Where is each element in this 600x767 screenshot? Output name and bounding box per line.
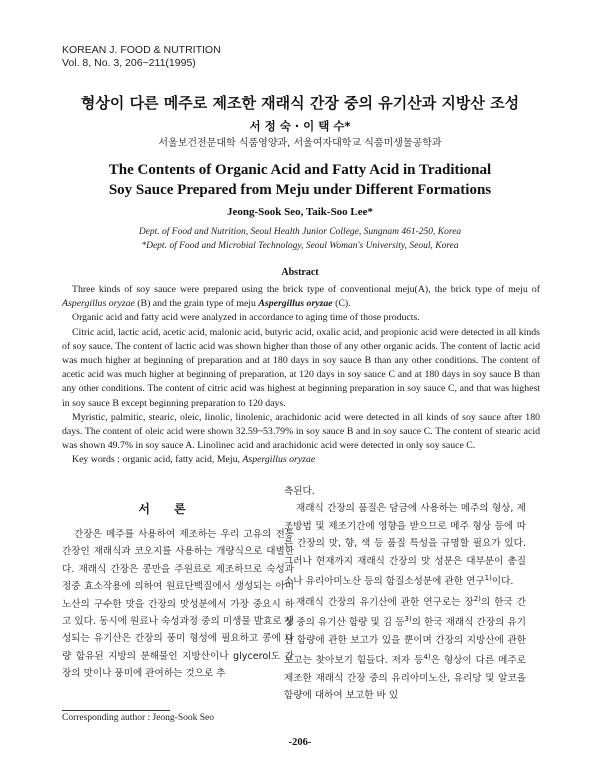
journal-header xyxy=(62,44,221,70)
korean-authors: 서 정 숙 · 이 택 수* xyxy=(249,119,351,133)
abstract-body xyxy=(62,283,540,468)
intro-paragraph-2 xyxy=(284,500,526,590)
keywords xyxy=(62,453,540,467)
paragraph-text: 이다. xyxy=(491,576,514,588)
abstract-paragraph-3: Citric acid, lactic acid, acetic acid, malonic acid, butyric acid, oxalic acid, and propionic acid were detected in all kinds of soy sauce. The content of lactic acid was shown higher than those of any other organic acids. The content of lactic acid was much higher at beginning of preparation and at 180 days in soy sauce B than any other conditions. The content of acetic acid was much higher at beginning of preparation, at 120 days in soy sauce C and at 180 days in soy sauce B than any other conditions. The content of citric acid was highest at beginning preparation in soy sauce C, and that was highest in soy sauce B except beginning preparation to 120 days. xyxy=(62,326,540,409)
paragraph-text: 재래식 간장의 유기산에 관한 연구로는 장 xyxy=(296,596,474,608)
english-title-line2: Soy Sauce Prepared from Meju under Different Formations xyxy=(108,182,492,198)
species-name: Aspergillus oryzae xyxy=(258,298,333,310)
footnote-divider xyxy=(62,710,170,711)
species-name: Aspergillus oryzae xyxy=(62,298,135,310)
paragraph-text: 재래식 간장의 품질은 담금에 사용하는 메주의 형상, 제조방법 및 제조기간에 영향을 받으므로 메주 형상 등에 따른 간장의 맛, 향, 색 등 품질 특성을 규명할 필요가 있다. 그러나 현재까지 재래식 간장의 맛 성분은 대부분이 총질소나 유리아미노산 등의 함질소성분에 관한 연구 xyxy=(284,503,526,588)
english-affiliations xyxy=(0,225,600,253)
paragraph-text: 의 한국 간장 중의 유기산 함량 및 김 등 xyxy=(284,596,526,629)
section-heading-introduction: 서 론 xyxy=(138,502,196,516)
abstract-paragraph-4: Myristic, palmitic, stearic, oleic, linolic, linolenic, arachidonic acid were detected in all kinds of soy sauce after 180 days. The content of oleic acid were shown 32.59~53.79% in soy sauce B and in soy sauce C. The content of stearic acid was shown 49.7% in soy sauce A. Linolinec acid and arachidonic acid were detected in only soy sauce C. xyxy=(62,411,540,452)
english-title-line1: The Contents of Organic Acid and Fatty Acid in Traditional xyxy=(108,162,492,178)
right-column xyxy=(284,483,526,705)
korean-title: 형상이 다른 메주로 제조한 재래식 간장 중의 유기산과 지방산 조성 xyxy=(80,94,520,112)
abstract-text: (C). xyxy=(332,298,351,310)
affiliation-2: *Dept. of Food and Microbial Technology, Seoul Woman's University, Seoul, Korea xyxy=(141,241,459,251)
abstract-paragraph-1 xyxy=(62,283,540,311)
paragraph-text: 은 형상이 다른 메주로 제조한 재래식 간장 중의 유리아미노산, 유리당 및 알코올 함량에 대하여 보고한 바 있 xyxy=(284,655,526,702)
english-authors: Jeong-Sook Seo, Taik-Soo Lee* xyxy=(226,206,374,218)
abstract-paragraph-2: Organic acid and fatty acid were analyzed in accordance to aging time of those products. xyxy=(72,312,420,324)
left-column xyxy=(62,526,294,683)
intro-paragraph-1: 간장은 메주를 사용하여 제조하는 우리 고유의 전통 간장인 재래식과 코오지를 사용하는 개량식으로 대별한다. 재래식 간장은 콩만을 주원료로 제조하므로 숙성과정중 효소작용에 의하여 원료단백질에서 생성되는 아미노산의 구수한 맛을 간장의 맛성분에서 가장 중요시 하고 있다. 동시에 원료나 숙성과정 중의 미생물 발효로 생성되는 유기산은 간장의 풍미 형성에 필요하고 콩에 다량 함유된 지방의 분해물인 지방산이나 glycerol도 간장의 맛이나 풍미에 관여하는 것으로 추 xyxy=(62,529,294,680)
abstract-text: (B) and the grain type of meju xyxy=(134,298,259,310)
page-number: -206- xyxy=(288,737,312,748)
paragraph-text: 의 한국 재래식 간장의 유기산 함량에 관한 보고가 있을 뿐이며 간장의 지방산에 관한 보고는 찾아보기 힘들다. 저자 등 xyxy=(284,617,526,667)
abstract-text: Three kinds of soy sauce were prepared using the brick type of conventional meju(A), the brick type of meju of xyxy=(72,284,540,295)
english-title xyxy=(0,160,600,200)
intro-paragraph-3 xyxy=(284,591,526,705)
keywords-text: Key words : organic acid, fatty acid, Meju, xyxy=(72,454,243,466)
korean-affiliation: 서울보건전문대학 식품영양과, 서울여자대학교 식품미생물공학과 xyxy=(158,138,442,149)
citation-ref: 3) xyxy=(404,615,412,624)
citation-ref: 1) xyxy=(484,574,492,583)
corresponding-author-footnote: Corresponding author : Jeong-Sook Seo xyxy=(62,713,214,723)
journal-name: KOREAN J. FOOD & NUTRITION xyxy=(62,44,221,56)
intro-continuation: 측된다. xyxy=(284,486,315,497)
citation-ref: 4) xyxy=(423,653,431,662)
abstract-heading: Abstract xyxy=(281,267,319,278)
citation-ref: 2) xyxy=(473,594,481,603)
journal-volume: Vol. 8, No. 3, 206~211(1995) xyxy=(62,57,196,69)
affiliation-1: Dept. of Food and Nutrition, Seoul Health Junior College, Sungnam 461-250, Korea xyxy=(138,227,462,237)
keyword-species: Aspergillus oryzae xyxy=(242,454,316,466)
